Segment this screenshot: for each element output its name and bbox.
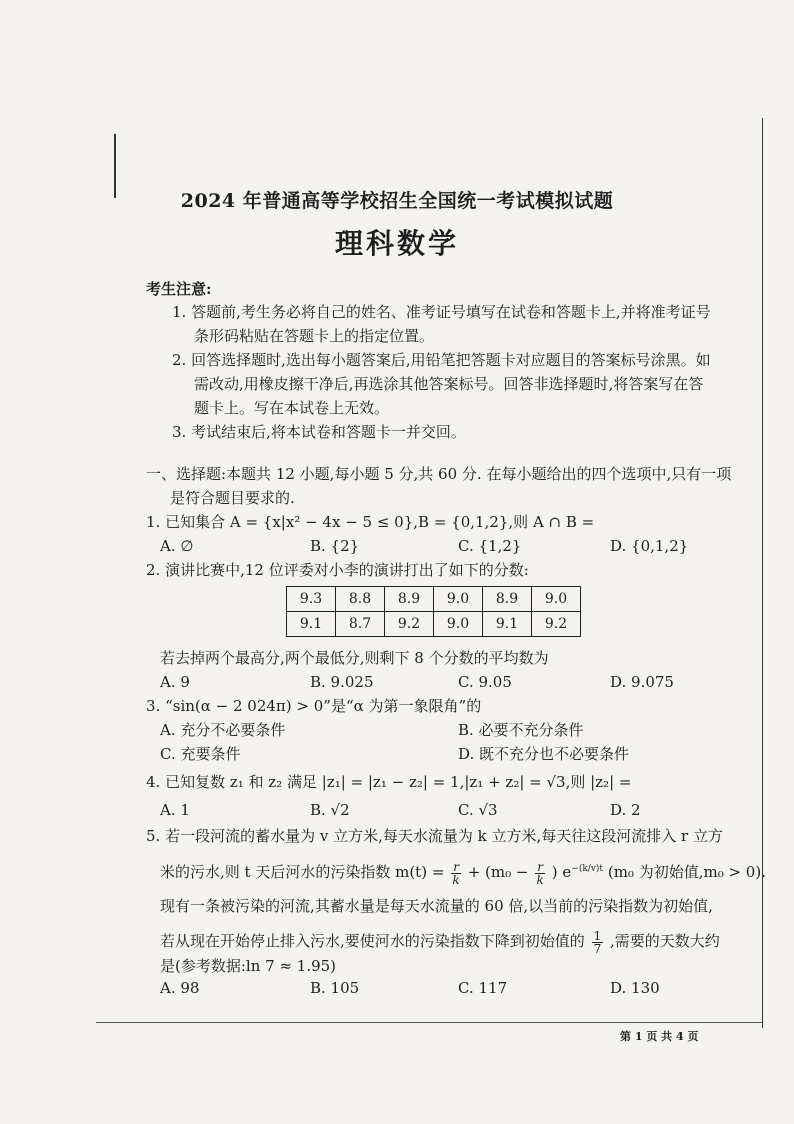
q5-exponent: −(k/v)t — [571, 864, 604, 874]
q3-option-b: B. 必要不充分条件 — [458, 721, 584, 739]
notice-item-2-line-3: 题卡上。写在本试卷上无效。 — [194, 399, 390, 417]
q5-text-4a: 若从现在开始停止排入污水,要使河水的污染指数下降到初始值的 — [160, 932, 585, 950]
question-5-line-4 — [160, 924, 720, 958]
score-cell: 9.2 — [385, 612, 434, 637]
q5-formula-text-b: + (m₀ − — [467, 863, 529, 881]
q5-option-b: B. 105 — [310, 979, 360, 997]
fraction-r-over-k: $\frac{r}{k}$ — [452, 859, 460, 887]
notice-item-2-line-2: 需改动,用橡皮擦干净后,再选涂其他答案标号。回答非选择题时,将答案写在答 — [194, 375, 704, 393]
q3-option-a: A. 充分不必要条件 — [160, 721, 286, 739]
fraction-one-seventh: $\frac{1}{7}$ — [593, 928, 602, 956]
score-cell: 8.7 — [336, 612, 385, 637]
score-cell: 9.2 — [532, 612, 581, 637]
q5-formula-text-a: 米的污水,则 t 天后河水的污染指数 m(t) = — [160, 863, 445, 881]
exam-title: 2024 年普通高等学校招生全国统一考试模拟试题 — [180, 190, 614, 212]
score-cell: 9.0 — [532, 587, 581, 612]
question-5-line-2 — [160, 852, 766, 889]
score-cell: 9.1 — [287, 612, 336, 637]
q3-option-d: D. 既不充分也不必要条件 — [458, 745, 630, 763]
question-3-stem: 3. “sin(α − 2 024π) > 0”是“α 为第一象限角”的 — [146, 697, 482, 715]
fraction-r-over-k-2: $\frac{r}{k}$ — [536, 859, 544, 887]
notice-heading: 考生注意: — [146, 280, 212, 298]
q4-option-d: D. 2 — [610, 801, 641, 819]
footer-rule — [96, 1022, 762, 1023]
question-5-line-5: 是(参考数据:ln 7 ≈ 1.95) — [160, 957, 337, 975]
q1-option-d: D. {0,1,2} — [610, 537, 689, 555]
score-cell: 8.8 — [336, 587, 385, 612]
score-row — [287, 587, 581, 612]
subject-title: 理科数学 — [334, 227, 459, 260]
q2-option-b: B. 9.025 — [310, 673, 374, 691]
section-header-line-1: 一、选择题:本题共 12 小题,每小题 5 分,共 60 分. 在每小题给出的四个选项中,只有一项 — [146, 465, 732, 483]
score-cell: 8.9 — [483, 587, 532, 612]
score-table — [286, 586, 581, 637]
score-cell: 8.9 — [385, 587, 434, 612]
score-cell: 9.0 — [434, 612, 483, 637]
q1-option-a: A. ∅ — [160, 537, 194, 555]
question-2-stem: 2. 演讲比赛中,12 位评委对小李的演讲打出了如下的分数: — [146, 561, 529, 579]
notice-item-1-line-2: 条形码粘贴在答题卡上的指定位置。 — [194, 327, 435, 345]
notice-item-2-line-1: 2. 回答选择题时,选出每小题答案后,用铅笔把答题卡对应题目的答案标号涂黑。如 — [172, 351, 711, 369]
q2-option-d: D. 9.075 — [610, 673, 674, 691]
question-5-line-1: 5. 若一段河流的蓄水量为 v 立方米,每天水流量为 k 立方米,每天往这段河流排入 r 立方 — [146, 827, 723, 845]
q5-option-c: C. 117 — [458, 979, 508, 997]
score-cell: 9.1 — [483, 612, 532, 637]
score-cell: 9.0 — [434, 587, 483, 612]
q5-option-a: A. 98 — [160, 979, 200, 997]
score-row — [287, 612, 581, 637]
q4-option-b: B. √2 — [310, 801, 350, 819]
q5-option-d: D. 130 — [610, 979, 660, 997]
q1-option-b: B. {2} — [310, 537, 360, 555]
q2-option-a: A. 9 — [160, 673, 190, 691]
question-4-stem: 4. 已知复数 z₁ 和 z₂ 满足 |z₁| = |z₁ − z₂| = 1,|z₁ + z₂| = √3,则 |z₂| = — [146, 773, 632, 791]
score-cell: 9.3 — [287, 587, 336, 612]
q1-option-c: C. {1,2} — [458, 537, 522, 555]
question-5-line-3: 现有一条被污染的河流,其蓄水量是每天水流量的 60 倍,以当前的污染指数为初始值, — [160, 897, 713, 915]
q5-text-4b: ,需要的天数大约 — [609, 932, 720, 950]
q4-option-c: C. √3 — [458, 801, 498, 819]
question-2-stem-2: 若去掉两个最高分,两个最低分,则剩下 8 个分数的平均数为 — [160, 649, 549, 667]
q4-option-a: A. 1 — [160, 801, 190, 819]
q5-formula-text-c: ) e — [551, 863, 572, 881]
q3-option-c: C. 充要条件 — [160, 745, 241, 763]
section-header-line-2: 是符合题目要求的. — [170, 489, 295, 507]
question-1-stem: 1. 已知集合 A = {x|x² − 4x − 5 ≤ 0},B = {0,1,2},则 A ∩ B = — [146, 513, 595, 531]
q2-option-c: C. 9.05 — [458, 673, 512, 691]
q5-formula-text-d: (m₀ 为初始值,m₀ > 0). — [607, 863, 766, 881]
page-number: 第 1 页 共 4 页 — [620, 1030, 699, 1043]
notice-item-3-line-1: 3. 考试结束后,将本试卷和答题卡一并交回。 — [172, 423, 466, 441]
notice-item-1-line-1: 1. 答题前,考生务必将自己的姓名、准考证号填写在试卷和答题卡上,并将准考证号 — [172, 303, 711, 321]
